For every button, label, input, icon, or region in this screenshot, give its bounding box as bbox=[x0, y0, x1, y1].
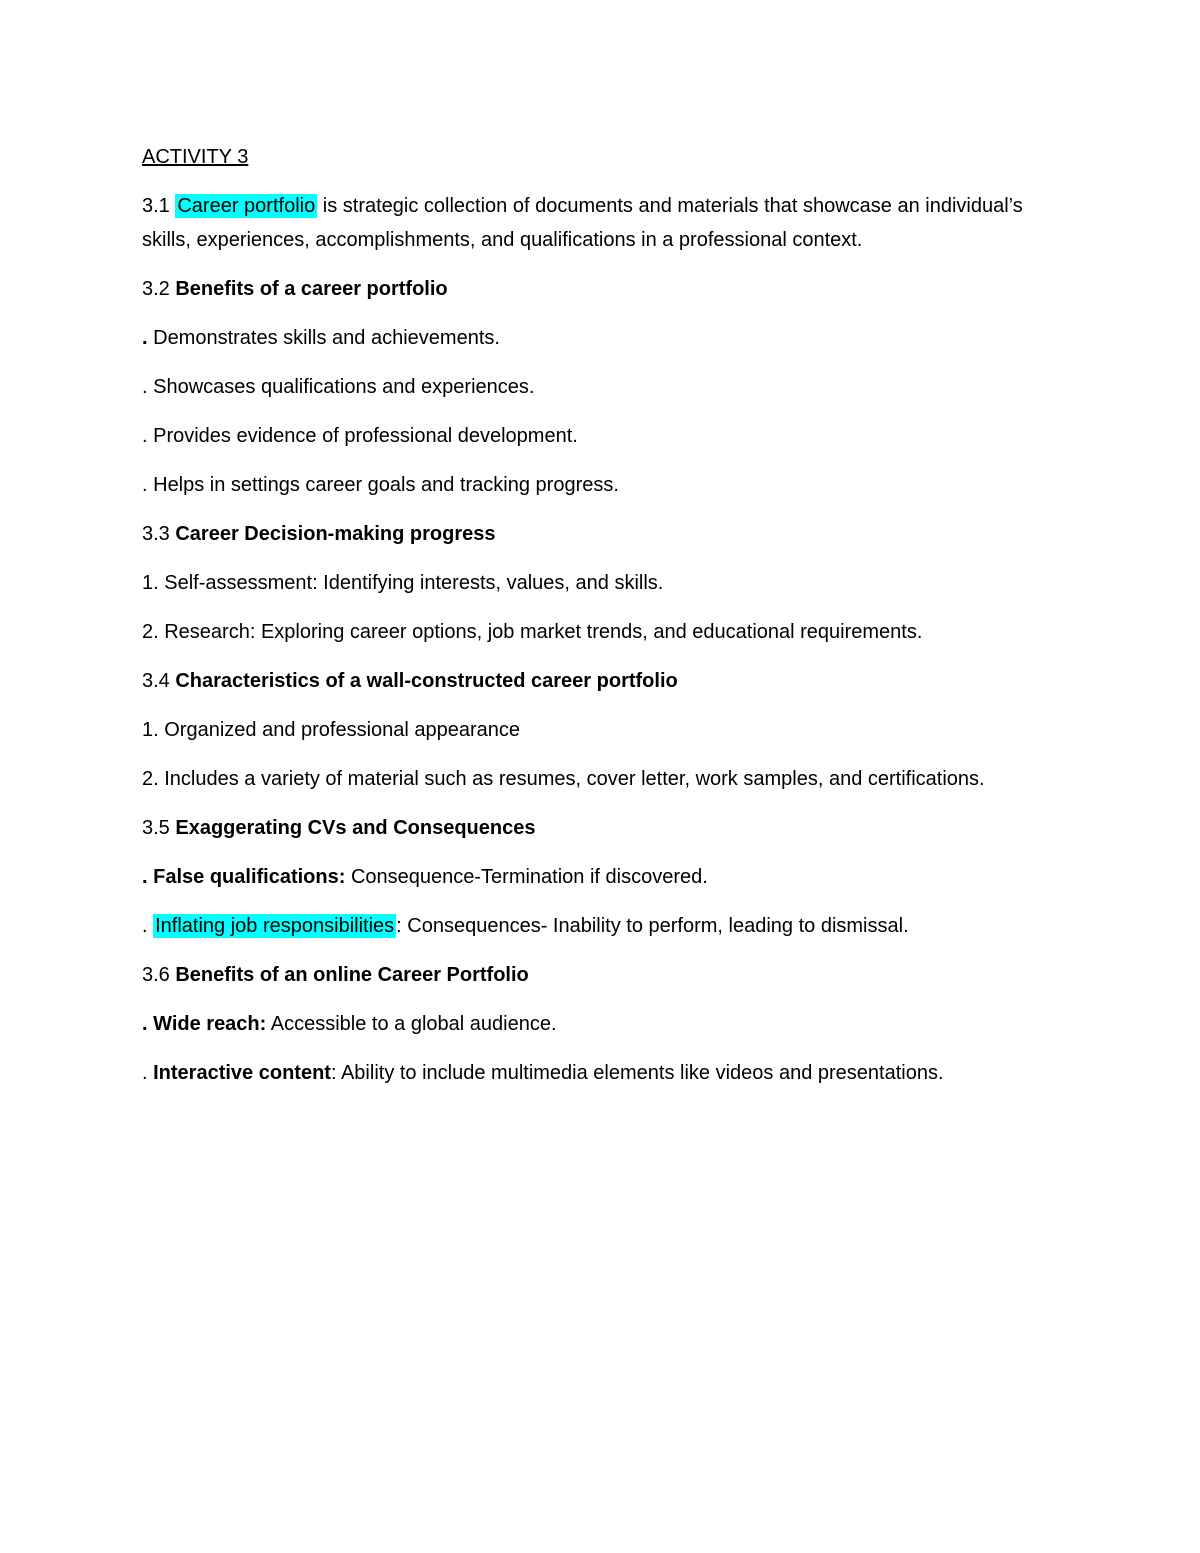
list-item-text: Provides evidence of professional development. bbox=[147, 425, 578, 447]
section-3-2-heading bbox=[142, 272, 1052, 306]
list-item-text: : Consequences- Inability to perform, leading to dismissal. bbox=[396, 915, 909, 937]
highlighted-term-career-portfolio: Career portfolio bbox=[177, 195, 316, 217]
section-3-3-title: Career Decision-making progress bbox=[175, 523, 496, 545]
list-item-text: Demonstrates skills and achievements. bbox=[147, 327, 500, 349]
section-3-2-title: Benefits of a career portfolio bbox=[175, 278, 448, 300]
list-item bbox=[142, 1007, 1052, 1041]
activity-title: ACTIVITY 3 bbox=[142, 146, 249, 168]
section-3-4-title: Characteristics of a wall-constructed career portfolio bbox=[175, 670, 678, 692]
list-item bbox=[142, 370, 1052, 404]
list-item-text: Consequence-Termination if discovered. bbox=[345, 866, 708, 888]
list-item bbox=[142, 419, 1052, 453]
list-item-term: False qualifications: bbox=[153, 866, 346, 888]
bullet-dot: . bbox=[142, 1013, 154, 1035]
bullet-dot: . bbox=[142, 915, 154, 937]
list-item bbox=[142, 909, 1052, 943]
section-3-6-heading bbox=[142, 958, 1052, 992]
section-3-3-number: 3.3 bbox=[142, 523, 176, 545]
bullet-dot: . bbox=[142, 425, 148, 447]
list-item: 1. Organized and professional appearance bbox=[142, 719, 521, 741]
list-item: 2. Research: Exploring career options, job market trends, and educational requirements. bbox=[142, 621, 923, 643]
section-3-1 bbox=[142, 189, 1052, 257]
list-item bbox=[142, 1056, 1052, 1090]
section-3-5-number: 3.5 bbox=[142, 817, 176, 839]
section-3-6-number: 3.6 bbox=[142, 964, 176, 986]
bullet-dot: . bbox=[142, 474, 148, 496]
list-item-text: : Ability to include multimedia elements like videos and presentations. bbox=[330, 1062, 944, 1084]
section-3-3-heading bbox=[142, 517, 1052, 551]
highlighted-term-inflating-job-responsibilities: Inflating job responsibilities bbox=[155, 915, 395, 937]
list-item bbox=[142, 321, 1052, 355]
bullet-dot: . bbox=[142, 1062, 154, 1084]
section-3-4-number: 3.4 bbox=[142, 670, 176, 692]
list-item-text: Accessible to a global audience. bbox=[266, 1013, 557, 1035]
list-item bbox=[142, 468, 1052, 502]
section-3-6-title: Benefits of an online Career Portfolio bbox=[175, 964, 529, 986]
list-item bbox=[142, 860, 1052, 894]
list-item-term: Wide reach: bbox=[153, 1013, 267, 1035]
list-item: 1. Self-assessment: Identifying interests, values, and skills. bbox=[142, 572, 664, 594]
list-item-text: Helps in settings career goals and tracking progress. bbox=[147, 474, 619, 496]
list-item-text: Showcases qualifications and experiences. bbox=[147, 376, 535, 398]
document-body bbox=[142, 140, 1052, 1105]
section-3-5-title: Exaggerating CVs and Consequences bbox=[175, 817, 536, 839]
section-3-1-number: 3.1 bbox=[142, 195, 176, 217]
bullet-dot: . bbox=[142, 327, 148, 349]
section-3-1-text: is strategic collection of documents and materials that showcase an individual’s skills, experiences, accomplishments, and qualifications in a professional context. bbox=[142, 195, 1023, 251]
list-item-term: Interactive content bbox=[153, 1062, 331, 1084]
bullet-dot: . bbox=[142, 376, 148, 398]
section-3-2-number: 3.2 bbox=[142, 278, 176, 300]
bullet-dot: . bbox=[142, 866, 154, 888]
section-3-4-heading bbox=[142, 664, 1052, 698]
list-item: 2. Includes a variety of material such as resumes, cover letter, work samples, and certifications. bbox=[142, 768, 985, 790]
section-3-5-heading bbox=[142, 811, 1052, 845]
